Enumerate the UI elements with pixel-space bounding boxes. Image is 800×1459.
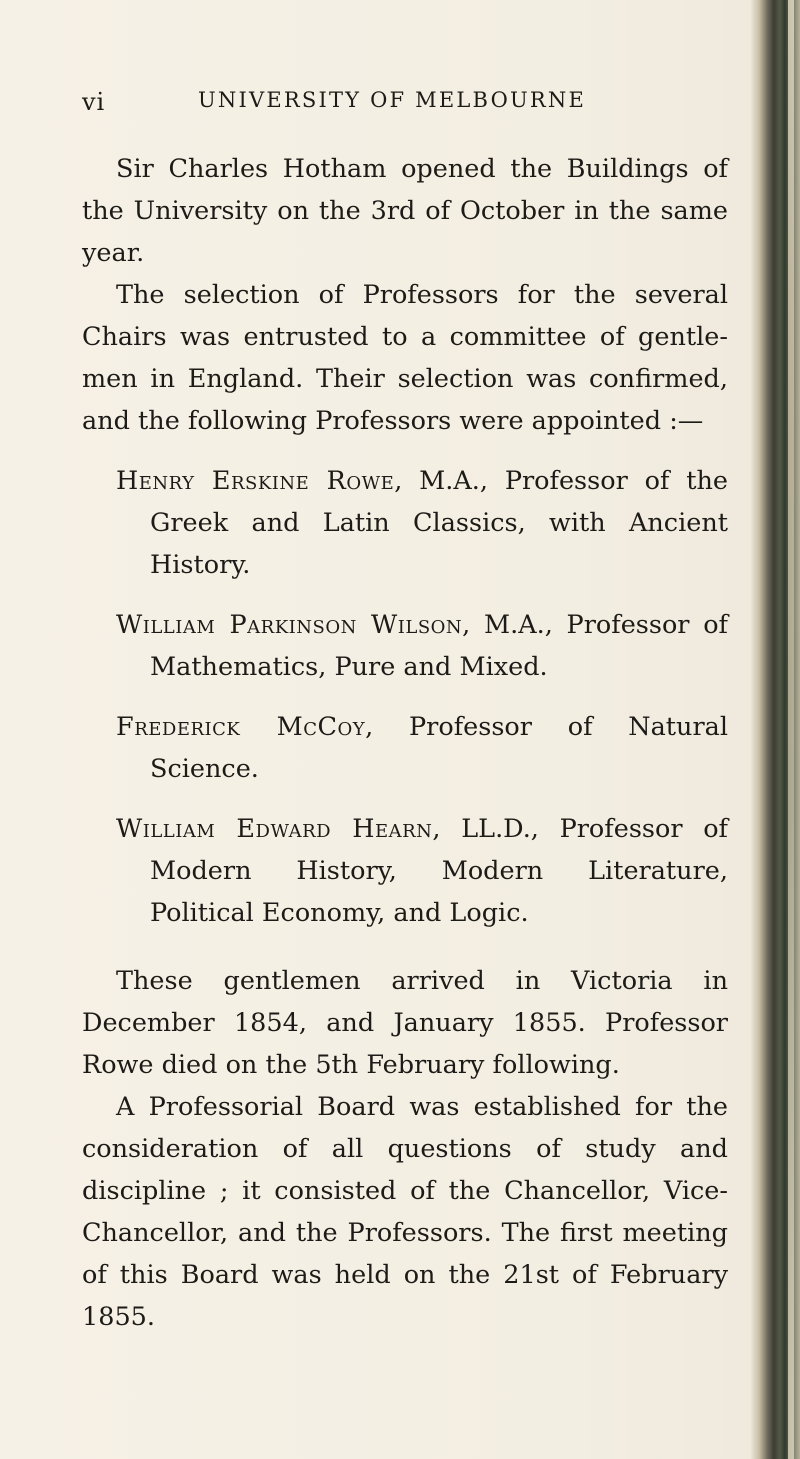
professor-name: Henry Erskine Rowe: [116, 466, 395, 496]
professor-name: William Parkinson Wilson: [116, 610, 463, 640]
page-binding-strip: [788, 0, 794, 1459]
body-text: [82, 148, 728, 1338]
professor-entry: [82, 460, 728, 586]
professor-details: , M.A., Professor of Mathematics, Pure and Mixed.: [150, 610, 728, 682]
paragraph: These gentlemen arrived in Victoria in December 1854, and January 1855. Professor Rowe died on the 5th February following.: [82, 966, 728, 1080]
professor-entry: [82, 706, 728, 790]
professor-entry: [82, 808, 728, 934]
professor-details: , Professor of Natural Science.: [150, 712, 728, 784]
professor-entry: [82, 604, 728, 688]
page-number: vi: [82, 88, 106, 116]
professor-name: Frederick McCoy: [116, 712, 366, 742]
paragraph: A Professorial Board was established for the consideration of all questions of study and discipline ; it consisted of the Chancellor, Vice- Chancellor, and the Professors. The first meeting of this Board was held on the 21st of February 1855.: [82, 1092, 728, 1332]
professor-details: , LL.D., Professor of Modern History, Modern Literature, Political Economy, and Logic.: [150, 814, 728, 928]
running-head: [82, 88, 762, 128]
running-title: UNIVERSITY OF MELBOURNE: [198, 88, 586, 112]
professor-details: , M.A., Professor of the Greek and Latin Classics, with Ancient History.: [150, 466, 728, 580]
paragraph: Sir Charles Hotham opened the Buildings of the University on the 3rd of October in the same year.: [82, 154, 728, 268]
professor-list: [82, 460, 728, 934]
professor-name: William Edward Hearn: [116, 814, 433, 844]
paragraph: The selection of Professors for the several Chairs was entrusted to a committee of gentle- men in England. Their selection was confirmed, and the following Professors were appointed :—: [82, 280, 728, 436]
